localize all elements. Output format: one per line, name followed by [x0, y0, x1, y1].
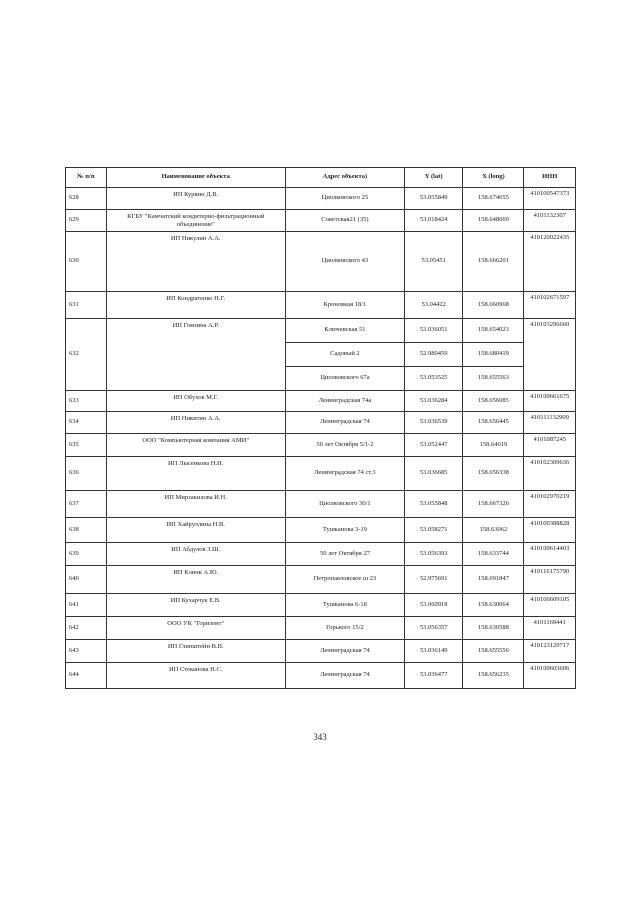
inn: 410123129717 — [524, 640, 576, 663]
header-lat: Y (lat) — [405, 168, 463, 188]
latitude: 53.052447 — [405, 434, 463, 457]
table-row — [66, 594, 576, 617]
row-number: 630 — [66, 232, 107, 292]
object-name: КГБУ "Камчатский кондитерно-фильтрационный объединение" — [106, 210, 285, 232]
page-number: 343 — [313, 732, 327, 742]
table-row — [66, 617, 576, 640]
object-address: Ключевская 51 — [285, 319, 404, 343]
latitude: 53.018424 — [405, 210, 463, 232]
inn: 410102671597 — [524, 292, 576, 319]
longitude: 158.63062 — [463, 518, 524, 543]
latitude: 53.04422 — [405, 292, 463, 319]
object-name: ИП Куркин Д.В. — [106, 188, 285, 210]
longitude: 158.691847 — [463, 566, 524, 594]
inn: 410103296660 — [524, 319, 576, 391]
object-name: ИП Гомзина А.Р. — [106, 319, 285, 391]
object-name: ИП Никулин А.А. — [106, 232, 285, 292]
object-name: ИП Стеканова Н.С. — [106, 663, 285, 689]
latitude: 53.056357 — [405, 617, 463, 640]
longitude: 158.633744 — [463, 543, 524, 566]
object-address: Тушканова 6-18 — [285, 594, 404, 617]
longitude: 158.655563 — [463, 367, 524, 391]
latitude: 53.036051 — [405, 319, 463, 343]
longitude: 158.680419 — [463, 343, 524, 367]
object-address: Садовый 2 — [285, 343, 404, 367]
row-number: 635 — [66, 434, 107, 457]
object-address: 50 лет Октября 27 — [285, 543, 404, 566]
object-address: Советская21 (35) — [285, 210, 404, 232]
inn: 410120022435 — [524, 232, 576, 292]
longitude: 158.656085 — [463, 391, 524, 412]
objects-table — [65, 167, 576, 689]
table-row — [66, 566, 576, 594]
latitude: 53.036685 — [405, 457, 463, 491]
table-row — [66, 543, 576, 566]
object-address: Циолковского 30/1 — [285, 491, 404, 518]
table-row — [66, 292, 576, 319]
inn: 410100661675 — [524, 391, 576, 412]
object-name: ИП Мирзакилова И.Н. — [106, 491, 285, 518]
row-number: 638 — [66, 518, 107, 543]
table-row — [66, 188, 576, 210]
row-number: 644 — [66, 663, 107, 689]
longitude: 158.656445 — [463, 412, 524, 434]
object-address: Циолковского 67а — [285, 367, 404, 391]
header-address: Адрес объекта) — [285, 168, 404, 188]
longitude: 158.660968 — [463, 292, 524, 319]
object-address: Тушканова 3-19 — [285, 518, 404, 543]
longitude: 158.656235 — [463, 663, 524, 689]
inn: 410100388828 — [524, 518, 576, 543]
row-number: 632 — [66, 319, 107, 391]
longitude: 158.630064 — [463, 594, 524, 617]
table-row — [66, 518, 576, 543]
latitude: 53.058271 — [405, 518, 463, 543]
table-row — [66, 412, 576, 434]
row-number: 640 — [66, 566, 107, 594]
latitude: 53.060918 — [405, 594, 463, 617]
longitude: 158.655556 — [463, 640, 524, 663]
object-name: ИП Клинк А.Ю. — [106, 566, 285, 594]
object-name: ИП Лысенкова Н.Н. — [106, 457, 285, 491]
inn: 410102970219 — [524, 491, 576, 518]
object-name: ИП Хайруллина Н.В. — [106, 518, 285, 543]
object-address: Кроновкая 18/1 — [285, 292, 404, 319]
latitude: 53.055849 — [405, 188, 463, 210]
longitude: 158.674655 — [463, 188, 524, 210]
inn: 410102309636 — [524, 457, 576, 491]
table-row — [66, 434, 576, 457]
longitude: 158.656338 — [463, 457, 524, 491]
object-name: ИП Обухов М.Г. — [106, 391, 285, 412]
table-row — [66, 663, 576, 689]
table-header-row — [66, 168, 576, 188]
header-long: X (long) — [463, 168, 524, 188]
latitude: 53.053525 — [405, 367, 463, 391]
row-number: 631 — [66, 292, 107, 319]
object-address: Циолковского 25 — [285, 188, 404, 210]
object-address: Ленинградская 74 — [285, 640, 404, 663]
latitude: 53.036149 — [405, 640, 463, 663]
inn: 410116175790 — [524, 566, 576, 594]
object-address: Циолковского 43 — [285, 232, 404, 292]
longitude: 158.654023 — [463, 319, 524, 343]
object-name: ИП Кондратенко Н.Г. — [106, 292, 285, 319]
latitude: 53.036477 — [405, 663, 463, 689]
object-address: Горького 15/2 — [285, 617, 404, 640]
object-name: ИП Абдулов З.Ш. — [106, 543, 285, 566]
inn: 410111132909 — [524, 412, 576, 434]
latitude: 53.036539 — [405, 412, 463, 434]
object-name: ООО УК "Горизонт" — [106, 617, 285, 640]
row-number: 633 — [66, 391, 107, 412]
table-row — [66, 491, 576, 518]
object-address: Ленинградская 74 — [285, 412, 404, 434]
object-address: Ленинградская 74 — [285, 663, 404, 689]
object-address: Петропавловское ш 23 — [285, 566, 404, 594]
inn: 4101087245 — [524, 434, 576, 457]
row-number: 634 — [66, 412, 107, 434]
table-row — [66, 210, 576, 232]
row-number: 636 — [66, 457, 107, 491]
object-name: ИП Кухарчук Е.В. — [106, 594, 285, 617]
table-row — [66, 319, 576, 343]
inn: 4101132307 — [524, 210, 576, 232]
table-row — [66, 640, 576, 663]
latitude: 53.055848 — [405, 491, 463, 518]
row-number: 628 — [66, 188, 107, 210]
row-number: 629 — [66, 210, 107, 232]
inn: 410100614403 — [524, 543, 576, 566]
inn: 4101169441 — [524, 617, 576, 640]
row-number: 643 — [66, 640, 107, 663]
latitude: 52.980459 — [405, 343, 463, 367]
object-address: 50 лет Октября 5/1-2 — [285, 434, 404, 457]
longitude: 158.630588 — [463, 617, 524, 640]
inn: 410106609105 — [524, 594, 576, 617]
longitude: 158.666201 — [463, 232, 524, 292]
row-number: 641 — [66, 594, 107, 617]
row-number: 639 — [66, 543, 107, 566]
table-body — [66, 188, 576, 689]
row-number: 637 — [66, 491, 107, 518]
header-name: Наименование объекта — [106, 168, 285, 188]
inn: 410100603606 — [524, 663, 576, 689]
table-row — [66, 391, 576, 412]
object-address: Ленинградская 74 ст.3 — [285, 457, 404, 491]
longitude: 158.667326 — [463, 491, 524, 518]
longitude: 158.64019 — [463, 434, 524, 457]
header-inn: ИНН — [524, 168, 576, 188]
latitude: 53.056393 — [405, 543, 463, 566]
latitude: 52.975691 — [405, 566, 463, 594]
object-name: ИП Глинштейн В.В. — [106, 640, 285, 663]
object-name: ИП Никитин А.А. — [106, 412, 285, 434]
object-address: Ленинградская 74а — [285, 391, 404, 412]
table-row — [66, 232, 576, 292]
longitude: 158.648669 — [463, 210, 524, 232]
row-number: 642 — [66, 617, 107, 640]
inn: 410100547373 — [524, 188, 576, 210]
table-row — [66, 457, 576, 491]
latitude: 53.036284 — [405, 391, 463, 412]
header-number: № п/п — [66, 168, 107, 188]
object-name: ООО "Компьютерная компания АМИ" — [106, 434, 285, 457]
latitude: 53.05451 — [405, 232, 463, 292]
